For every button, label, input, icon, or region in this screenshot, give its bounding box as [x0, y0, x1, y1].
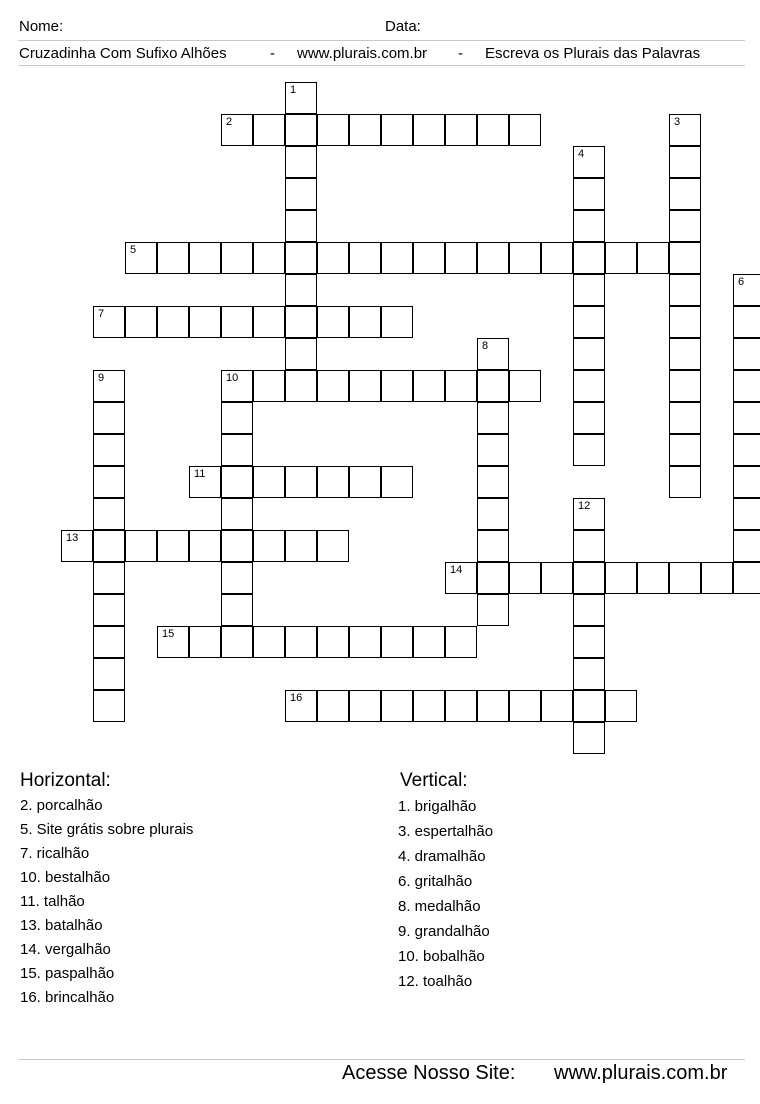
crossword-cell[interactable]: [189, 530, 221, 562]
crossword-cell[interactable]: [669, 562, 701, 594]
crossword-cell[interactable]: [733, 562, 760, 594]
clue-number: 7: [98, 308, 105, 320]
crossword-cell[interactable]: [317, 306, 349, 338]
crossword-cell[interactable]: [573, 434, 605, 466]
crossword-cell[interactable]: [669, 146, 701, 178]
crossword-cell[interactable]: [573, 146, 605, 178]
crossword-cell[interactable]: [413, 114, 445, 146]
crossword-cell[interactable]: [573, 306, 605, 338]
name-label: Nome:: [19, 18, 64, 35]
crossword-cell[interactable]: [221, 594, 253, 626]
crossword-cell[interactable]: [669, 242, 701, 274]
crossword-cell[interactable]: [93, 306, 125, 338]
crossword-cell[interactable]: [445, 626, 477, 658]
subtitle-instruction: Escreva os Plurais das Palavras: [485, 45, 701, 62]
crossword-cell[interactable]: [253, 242, 285, 274]
horizontal-clue: 16. brincalhão: [20, 989, 115, 1006]
crossword-cell[interactable]: [349, 466, 381, 498]
crossword-cell[interactable]: [221, 626, 253, 658]
crossword-cell[interactable]: [93, 690, 125, 722]
clue-number: 4: [578, 148, 585, 160]
crossword-cell[interactable]: [93, 562, 125, 594]
crossword-cell[interactable]: [93, 658, 125, 690]
crossword-cell[interactable]: [477, 434, 509, 466]
crossword-cell[interactable]: [477, 530, 509, 562]
crossword-cell[interactable]: [509, 370, 541, 402]
crossword-cell[interactable]: [669, 402, 701, 434]
crossword-cell[interactable]: [573, 722, 605, 754]
crossword-cell[interactable]: [733, 274, 760, 306]
vertical-clues-title: Vertical:: [400, 770, 468, 791]
crossword-cell[interactable]: [221, 242, 253, 274]
subtitle-site: www.plurais.com.br: [297, 45, 428, 62]
crossword-cell[interactable]: [157, 306, 189, 338]
crossword-cell[interactable]: [573, 338, 605, 370]
crossword-cell[interactable]: [381, 690, 413, 722]
crossword-cell[interactable]: [317, 530, 349, 562]
crossword-cell[interactable]: [93, 530, 125, 562]
crossword-cell[interactable]: [93, 434, 125, 466]
crossword-cell[interactable]: [573, 562, 605, 594]
crossword-cell[interactable]: [125, 306, 157, 338]
clue-number: 9: [98, 372, 105, 384]
crossword-cell[interactable]: [509, 562, 541, 594]
vertical-clue: 3. espertalhão: [398, 823, 494, 840]
crossword-cell[interactable]: [253, 530, 285, 562]
horizontal-clue: 5. Site grátis sobre plurais: [20, 821, 194, 838]
clue-number: 15: [162, 628, 175, 640]
crossword-cell[interactable]: [189, 306, 221, 338]
vertical-clue: 12. toalhão: [398, 973, 473, 990]
crossword-cell[interactable]: [285, 274, 317, 306]
clue-number: 2: [226, 116, 233, 128]
crossword-cell[interactable]: [221, 370, 253, 402]
crossword-cell[interactable]: [189, 466, 221, 498]
crossword-cell[interactable]: [477, 114, 509, 146]
crossword-cell[interactable]: [477, 242, 509, 274]
crossword-cell[interactable]: [669, 370, 701, 402]
crossword-cell[interactable]: [381, 370, 413, 402]
crossword-cell[interactable]: [285, 530, 317, 562]
horizontal-clue: 10. bestalhão: [20, 869, 111, 886]
crossword-cell[interactable]: [157, 530, 189, 562]
crossword-cell[interactable]: [285, 338, 317, 370]
clue-number: 6: [738, 276, 745, 288]
crossword-cell[interactable]: [445, 114, 477, 146]
crossword-cell[interactable]: [317, 690, 349, 722]
crossword-cell[interactable]: [189, 626, 221, 658]
crossword-cell[interactable]: [253, 114, 285, 146]
horizontal-clue: 2. porcalhão: [20, 797, 103, 814]
crossword-cell[interactable]: [541, 242, 573, 274]
crossword-cell[interactable]: [669, 274, 701, 306]
crossword-cell[interactable]: [605, 562, 637, 594]
crossword-cell[interactable]: [413, 626, 445, 658]
crossword-cell[interactable]: [93, 466, 125, 498]
crossword-cell[interactable]: [285, 466, 317, 498]
clue-number: 16: [290, 692, 303, 704]
crossword-cell[interactable]: [573, 626, 605, 658]
crossword-cell[interactable]: [413, 242, 445, 274]
crossword-cell[interactable]: [349, 626, 381, 658]
crossword-cell[interactable]: [573, 594, 605, 626]
crossword-cell[interactable]: [381, 466, 413, 498]
crossword-cell[interactable]: [285, 210, 317, 242]
crossword-cell[interactable]: [349, 114, 381, 146]
crossword-cell[interactable]: [221, 306, 253, 338]
crossword-cell[interactable]: [445, 370, 477, 402]
crossword-cell[interactable]: [573, 274, 605, 306]
crossword-cell[interactable]: [509, 114, 541, 146]
crossword-cell[interactable]: [669, 466, 701, 498]
crossword-cell[interactable]: [317, 370, 349, 402]
crossword-cell[interactable]: [253, 626, 285, 658]
crossword-cell[interactable]: [189, 242, 221, 274]
vertical-clue: 9. grandalhão: [398, 923, 490, 940]
crossword-cell[interactable]: [285, 114, 317, 146]
vertical-clue: 4. dramalhão: [398, 848, 486, 865]
crossword-cell[interactable]: [61, 530, 93, 562]
clue-number: 12: [578, 500, 591, 512]
clue-number: 11: [194, 468, 206, 480]
vertical-clue: 8. medalhão: [398, 898, 481, 915]
crossword-cell[interactable]: [605, 690, 637, 722]
horizontal-clue: 13. batalhão: [20, 917, 103, 934]
crossword-cell[interactable]: [733, 466, 760, 498]
crossword-cell[interactable]: [253, 466, 285, 498]
crossword-cell[interactable]: [477, 338, 509, 370]
crossword-cell[interactable]: [285, 306, 317, 338]
crossword-cell[interactable]: [349, 242, 381, 274]
crossword-cell[interactable]: [125, 242, 157, 274]
crossword-cell[interactable]: [477, 402, 509, 434]
crossword-cell[interactable]: [573, 530, 605, 562]
crossword-cell[interactable]: [669, 178, 701, 210]
crossword-cell[interactable]: [381, 626, 413, 658]
footer-url-link[interactable]: www.plurais.com.br: [554, 1062, 728, 1084]
crossword-cell[interactable]: [285, 82, 317, 114]
vertical-clue: 6. gritalhão: [398, 873, 473, 890]
crossword-cell[interactable]: [573, 402, 605, 434]
crossword-cell[interactable]: [285, 178, 317, 210]
crossword-cell[interactable]: [253, 370, 285, 402]
crossword-cell[interactable]: [317, 466, 349, 498]
crossword-cell[interactable]: [285, 370, 317, 402]
crossword-cell[interactable]: [573, 498, 605, 530]
crossword-cell[interactable]: [221, 402, 253, 434]
crossword-cell[interactable]: [221, 530, 253, 562]
crossword-cell[interactable]: [349, 370, 381, 402]
horizontal-clue: 7. ricalhão: [20, 845, 90, 862]
crossword-cell[interactable]: [285, 626, 317, 658]
crossword-cell[interactable]: [221, 466, 253, 498]
crossword-cell[interactable]: [541, 562, 573, 594]
crossword-cell[interactable]: [605, 242, 637, 274]
crossword-cell[interactable]: [573, 242, 605, 274]
crossword-cell[interactable]: [381, 306, 413, 338]
subtitle-separator: -: [270, 45, 275, 62]
vertical-clue: 1. brigalhão: [398, 798, 477, 815]
crossword-cell[interactable]: [93, 594, 125, 626]
crossword-cell[interactable]: [445, 562, 477, 594]
crossword-cell[interactable]: [733, 498, 760, 530]
clue-number: 1: [290, 84, 297, 96]
clue-number: 10: [226, 372, 239, 384]
crossword-cell[interactable]: [669, 210, 701, 242]
crossword-cell[interactable]: [701, 562, 733, 594]
crossword-cell[interactable]: [477, 562, 509, 594]
crossword-cell[interactable]: [221, 562, 253, 594]
crossword-cell[interactable]: [349, 690, 381, 722]
crossword-cell[interactable]: [93, 370, 125, 402]
crossword-cell[interactable]: [285, 146, 317, 178]
crossword-cell[interactable]: [733, 402, 760, 434]
crossword-cell[interactable]: [221, 434, 253, 466]
crossword-cell[interactable]: [157, 626, 189, 658]
crossword-cell[interactable]: [573, 370, 605, 402]
crossword-cell[interactable]: [669, 434, 701, 466]
clue-number: 14: [450, 564, 463, 576]
crossword-cell[interactable]: [509, 690, 541, 722]
crossword-cell[interactable]: [669, 338, 701, 370]
crossword-cell[interactable]: [637, 242, 669, 274]
crossword-cell[interactable]: [157, 242, 189, 274]
crossword-cell[interactable]: [669, 114, 701, 146]
crossword-cell[interactable]: [381, 114, 413, 146]
clue-number: 8: [482, 340, 489, 352]
crossword-cell[interactable]: [445, 690, 477, 722]
crossword-cell[interactable]: [349, 306, 381, 338]
horizontal-clue: 15. paspalhão: [20, 965, 115, 982]
clue-number: 5: [130, 244, 137, 256]
crossword-cell[interactable]: [733, 338, 760, 370]
crossword-cell[interactable]: [477, 370, 509, 402]
crossword-cell[interactable]: [637, 562, 669, 594]
horizontal-clue: 14. vergalhão: [20, 941, 111, 958]
horizontal-clue: 11. talhão: [20, 893, 85, 910]
subtitle-separator: -: [458, 45, 463, 62]
crossword-cell[interactable]: [253, 306, 285, 338]
crossword-cell[interactable]: [573, 690, 605, 722]
crossword-cell[interactable]: [381, 242, 413, 274]
crossword-cell[interactable]: [573, 178, 605, 210]
crossword-cell[interactable]: [221, 498, 253, 530]
crossword-cell[interactable]: [285, 690, 317, 722]
date-label: Data:: [385, 18, 421, 35]
crossword-cell[interactable]: [221, 114, 253, 146]
footer-rule: [18, 1059, 745, 1060]
crossword-cell[interactable]: [93, 626, 125, 658]
crossword-cell[interactable]: [317, 626, 349, 658]
crossword-cell[interactable]: [733, 530, 760, 562]
footer-label: Acesse Nosso Site:: [342, 1062, 516, 1084]
crossword-cell[interactable]: [413, 370, 445, 402]
crossword-cell[interactable]: [669, 306, 701, 338]
crossword-cell[interactable]: [477, 594, 509, 626]
crossword-cell[interactable]: [125, 530, 157, 562]
crossword-cell[interactable]: [413, 690, 445, 722]
crossword-cell[interactable]: [733, 306, 760, 338]
crossword-cell[interactable]: [477, 466, 509, 498]
crossword-cell[interactable]: [477, 690, 509, 722]
clue-number: 3: [674, 116, 681, 128]
horizontal-clues-title: Horizontal:: [20, 770, 111, 791]
crossword-cell[interactable]: [93, 402, 125, 434]
crossword-cell[interactable]: [573, 658, 605, 690]
crossword-cell[interactable]: [445, 242, 477, 274]
crossword-cell[interactable]: [509, 242, 541, 274]
crossword-cell[interactable]: [477, 498, 509, 530]
crossword-cell[interactable]: [541, 690, 573, 722]
crossword-cell[interactable]: [285, 242, 317, 274]
subtitle-title: Cruzadinha Com Sufixo Alhões: [19, 45, 227, 62]
crossword-cell[interactable]: [317, 242, 349, 274]
crossword-cell[interactable]: [317, 114, 349, 146]
crossword-cell[interactable]: [733, 434, 760, 466]
clue-number: 13: [66, 532, 79, 544]
vertical-clue: 10. bobalhão: [398, 948, 485, 965]
crossword-cell[interactable]: [733, 370, 760, 402]
crossword-cell[interactable]: [573, 210, 605, 242]
crossword-cell[interactable]: [93, 498, 125, 530]
